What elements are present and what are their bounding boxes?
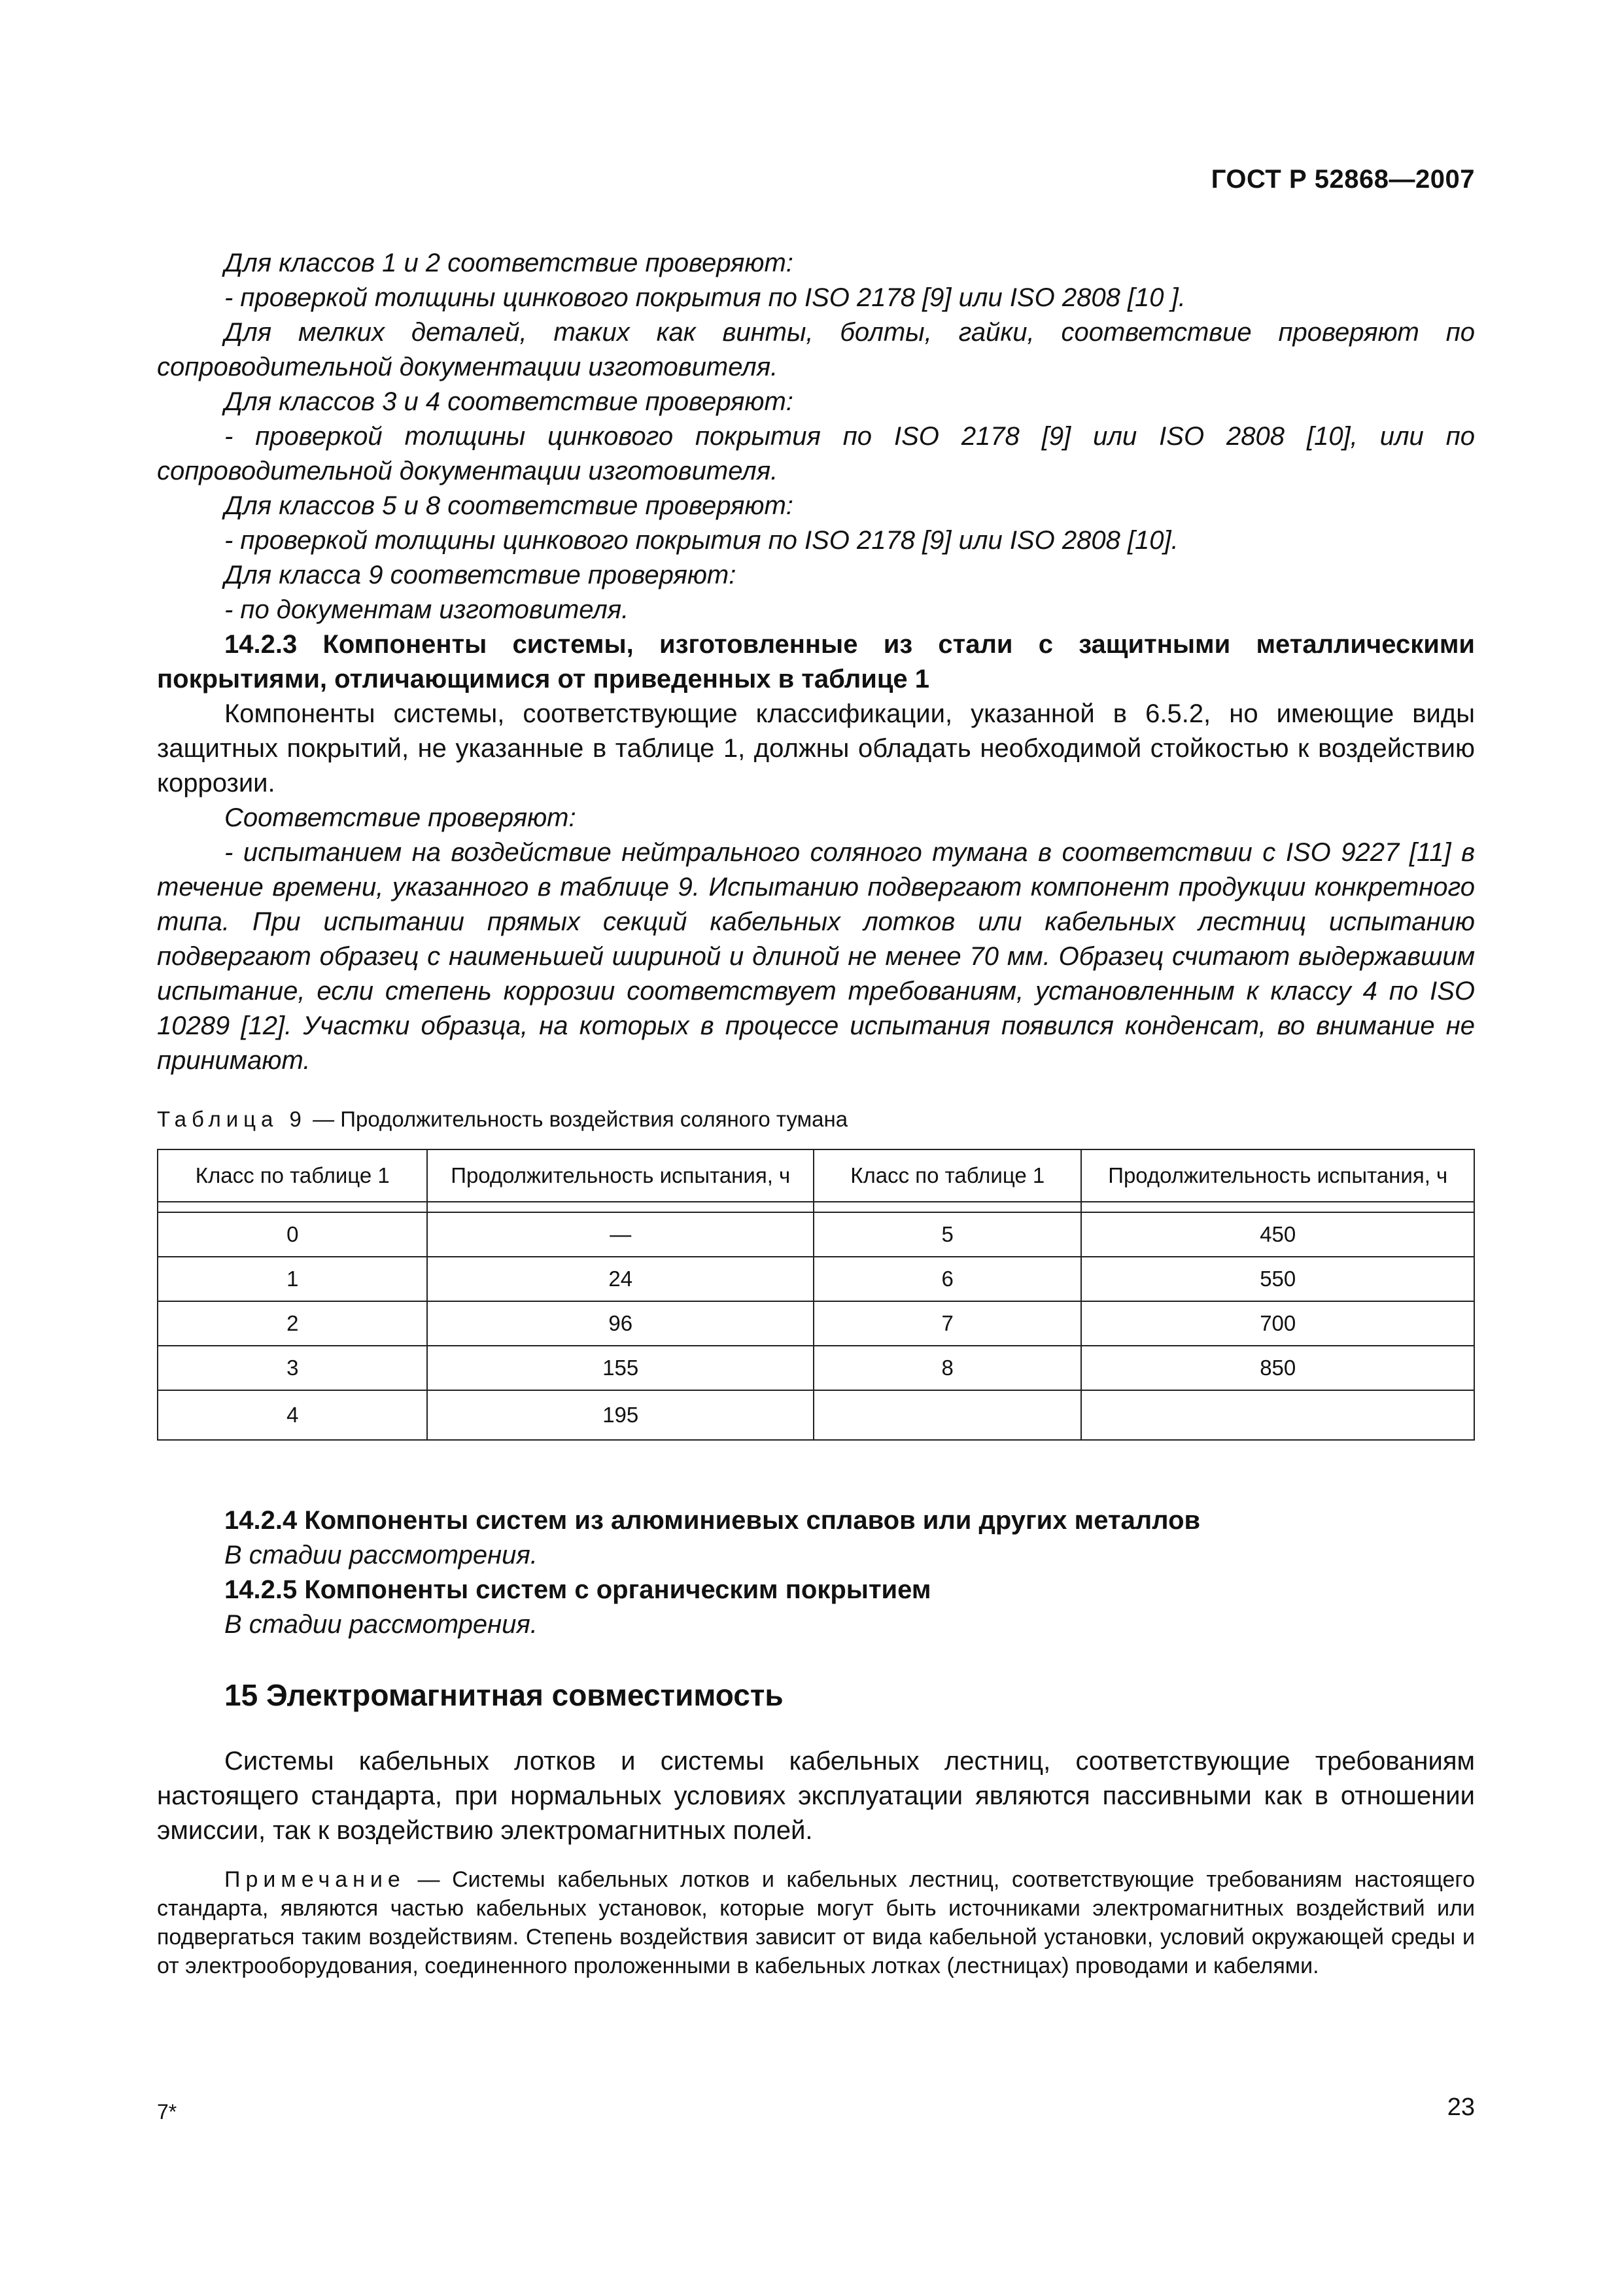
note-text: — Системы кабельных лотков и кабельных лестниц, соответствующие требованиям настоящего стандарта, являются частью кабельных установок, которые могут быть источниками электромагнитных воздействий или подвергаться таким воздействиям. Степень воздействия зависит от вида кабельной установки, условий окружающей среды и от электрооборудования, соединенного проложенными в кабельных лотках (лестницах) проводами и кабелями. — [157, 1867, 1475, 1978]
table-caption — [157, 1107, 1475, 1132]
table-cell: 155 — [427, 1346, 814, 1390]
table-cell: — — [427, 1212, 814, 1257]
paragraph: Для мелких деталей, таких как винты, болты, гайки, соответствие проверяют по сопроводительной документации изготовителя. — [157, 318, 1475, 381]
table-cell: 2 — [158, 1301, 427, 1346]
table-cell: 8 — [814, 1346, 1082, 1390]
table-cell: 3 — [158, 1346, 427, 1390]
table-cell — [1081, 1390, 1474, 1440]
note-label: Примечание — [224, 1867, 406, 1892]
salt-fog-duration-table — [157, 1149, 1475, 1441]
paragraph: Для класса 9 соответствие проверяют: — [224, 561, 736, 589]
paragraph: - испытанием на воздействие нейтрального соляного тумана в соответствии с ISO 9227 [11] в течение времени, указанного в таблице 9. Испытанию подвергают компонент продукции конкретного типа. При испытании прямых секций кабельных лотков или кабельных лестниц испытанию подвергают образец с наименьшей шириной и длиной не менее 70 мм. Образец считают выдержавшим испытание, если степень коррозии соответствует требованиям, установленным к классу 4 по ISO 10289 [12]. Участки образца, на которых в процессе испытания появился конденсат, во внимание не принимают. — [157, 838, 1475, 1075]
note — [157, 1865, 1475, 1980]
table-cell: 450 — [1081, 1212, 1474, 1257]
footer-mark: 7* — [157, 2100, 177, 2124]
table-cell: 4 — [158, 1390, 427, 1440]
table-row — [158, 1301, 1474, 1346]
table-cell: 24 — [427, 1257, 814, 1301]
section-heading-14-2-4: 14.2.4 Компоненты систем из алюминиевых сплавов или других металлов — [224, 1506, 1201, 1535]
table-caption-title: — Продолжительность воздействия соляного тумана — [306, 1107, 848, 1131]
paragraph: - проверкой толщины цинкового покрытия по ISO 2178 [9] или ISO 2808 [10]. — [224, 526, 1179, 555]
paragraph: Для классов 3 и 4 соответствие проверяют: — [224, 387, 793, 416]
column-header: Продолжительность испытания, ч — [427, 1149, 814, 1202]
document-header: ГОСТ Р 52868—2007 — [1211, 165, 1475, 194]
table-row — [158, 1390, 1474, 1440]
table-cell — [814, 1390, 1082, 1440]
section-heading-14-2-3: 14.2.3 Компоненты системы, изготовленные из стали с защитными металлическими покрытиями, отличающимися от приведенных в таблице 1 — [157, 630, 1475, 693]
column-header: Класс по таблице 1 — [158, 1149, 427, 1202]
table-row — [158, 1212, 1474, 1257]
column-header: Продолжительность испытания, ч — [1081, 1149, 1474, 1202]
table-cell: 96 — [427, 1301, 814, 1346]
table-cell: 850 — [1081, 1346, 1474, 1390]
table-cell: 1 — [158, 1257, 427, 1301]
paragraph: - по документам изготовителя. — [224, 595, 629, 624]
paragraph: Компоненты системы, соответствующие классификации, указанной в 6.5.2, но имеющие виды защитных покрытий, не указанные в таблице 1, должны обладать необходимой стойкостью к воздействию коррозии. — [157, 699, 1475, 797]
table-cell: 550 — [1081, 1257, 1474, 1301]
table-cell: 6 — [814, 1257, 1082, 1301]
paragraph: В стадии рассмотрения. — [224, 1541, 538, 1569]
table-cell: 0 — [158, 1212, 427, 1257]
table-row — [158, 1257, 1474, 1301]
page-number: 23 — [1447, 2094, 1475, 2121]
section-heading-14-2-5: 14.2.5 Компоненты систем с органическим покрытием — [224, 1575, 931, 1604]
table-spacer-row — [158, 1202, 1474, 1212]
paragraph: Соответствие проверяют: — [224, 803, 576, 832]
column-header: Класс по таблице 1 — [814, 1149, 1082, 1202]
paragraph: - проверкой толщины цинкового покрытия по ISO 2178 [9] или ISO 2808 [10 ]. — [224, 283, 1186, 312]
table-cell: 195 — [427, 1390, 814, 1440]
paragraph: В стадии рассмотрения. — [224, 1610, 538, 1639]
paragraph: - проверкой толщины цинкового покрытия по ISO 2178 [9] или ISO 2808 [10], или по сопроводительной документации изготовителя. — [157, 422, 1475, 485]
table-row — [158, 1346, 1474, 1390]
section-heading-15: 15 Электромагнитная совместимость — [224, 1678, 784, 1712]
paragraph: Для классов 5 и 8 соответствие проверяют: — [224, 491, 793, 520]
paragraph: Системы кабельных лотков и системы кабельных лестниц, соответствующие требованиям настоящего стандарта, при нормальных условиях эксплуатации являются пассивными как в отношении эмиссии, так к воздействию электромагнитных полей. — [157, 1747, 1475, 1845]
table-header-row — [158, 1149, 1474, 1202]
table-caption-label: Таблица 9 — [157, 1107, 307, 1131]
page-content — [157, 246, 1475, 2003]
table-cell: 700 — [1081, 1301, 1474, 1346]
table-cell: 5 — [814, 1212, 1082, 1257]
table-cell: 7 — [814, 1301, 1082, 1346]
paragraph: Для классов 1 и 2 соответствие проверяют: — [224, 249, 793, 277]
